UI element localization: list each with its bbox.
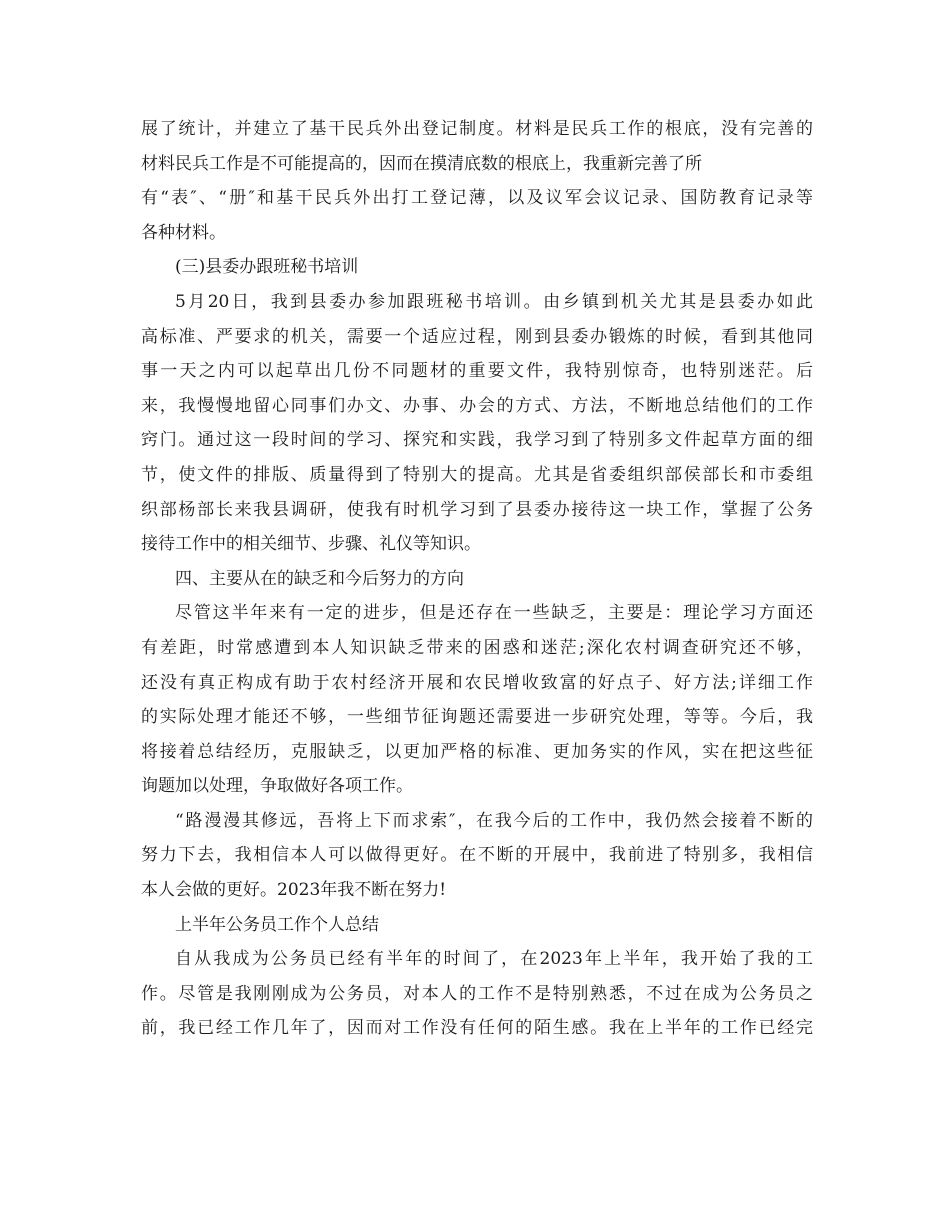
section-heading: 上半年公务员工作个人总结 bbox=[175, 914, 379, 935]
text-line: 自从我成为公务员已经有半年的时间了，在2023年上半年，我开始了我的工 bbox=[175, 949, 813, 970]
text-line: “路漫漫其修远，吾将上下而求索″，在我今后的工作中，我仍然会接着不断的 bbox=[175, 810, 813, 831]
text-line: 尽管这半年来有一定的进步，但是还存在一些缺乏，主要是：理论学习方面还 bbox=[175, 603, 813, 624]
text-line: 的实际处理才能还不够，一些细节征询题还需要进一步研究处理，等等。今后，我 bbox=[141, 707, 813, 728]
text-line: 接待工作中的相关细节、步骤、礼仪等知识。 bbox=[141, 534, 481, 555]
document-body bbox=[141, 112, 813, 1046]
text-line: 还没有真正构成有助于农村经济开展和农民增收致富的好点子、好方法;详细工作 bbox=[141, 672, 813, 693]
text-line: 努力下去，我相信本人可以做得更好。在不断的开展中，我前进了特别多，我相信 bbox=[141, 845, 813, 866]
text-line: 窍门。通过这一段时间的学习、探究和实践，我学习到了特别多文件起草方面的细 bbox=[141, 430, 813, 451]
text-line: 事一天之内可以起草出几份不同题材的重要文件，我特别惊奇，也特别迷茫。后 bbox=[141, 361, 813, 382]
text-line: 来，我慢慢地留心同事们办文、办事、办会的方式、方法，不断地总结他们的工作 bbox=[141, 395, 813, 416]
section-heading: 四、主要从在的缺乏和今后努力的方向 bbox=[175, 568, 464, 589]
section-heading: (三)县委办跟班秘书培训 bbox=[175, 257, 359, 278]
text-line: 有“表″、“册″和基干民兵外出打工登记薄，以及议军会议记录、国防教育记录等 bbox=[141, 188, 813, 209]
text-line: 展了统计，并建立了基干民兵外出登记制度。材料是民兵工作的根底，没有完善的 bbox=[141, 119, 813, 139]
text-line: 高标准、严要求的机关，需要一个适应过程，刚到县委办锻炼的时候，看到其他同 bbox=[141, 326, 813, 347]
text-line: 询题加以处理，争取做好各项工作。 bbox=[141, 776, 413, 797]
text-line: 前，我已经工作几年了，因而对工作没有任何的陌生感。我在上半年的工作已经完 bbox=[141, 1018, 813, 1039]
text-line: 织部杨部长来我县调研，使我有时机学习到了县委办接待这一块工作，掌握了公务 bbox=[141, 499, 813, 520]
text-line: 材料民兵工作是不可能提高的，因而在摸清底数的根底上，我重新完善了所 bbox=[141, 153, 702, 174]
text-line: 节，使文件的排版、质量得到了特别大的提高。尤其是省委组织部侯部长和市委组 bbox=[141, 464, 813, 485]
text-line: 各种材料。 bbox=[141, 222, 226, 243]
text-line: 有差距，时常感遭到本人知识缺乏带来的困惑和迷茫;深化农村调查研究还不够， bbox=[141, 637, 813, 658]
text-line: 将接着总结经历，克服缺乏，以更加严格的标准、更加务实的作风，实在把这些征 bbox=[141, 741, 813, 762]
text-line: 作。尽管是我刚刚成为公务员，对本人的工作不是特别熟悉，不过在成为公务员之 bbox=[141, 983, 813, 1004]
text-line: 5月20日，我到县委办参加跟班秘书培训。由乡镇到机关尤其是县委办如此 bbox=[175, 291, 813, 312]
text-line: 本人会做的更好。2023年我不断在努力! bbox=[141, 880, 447, 901]
